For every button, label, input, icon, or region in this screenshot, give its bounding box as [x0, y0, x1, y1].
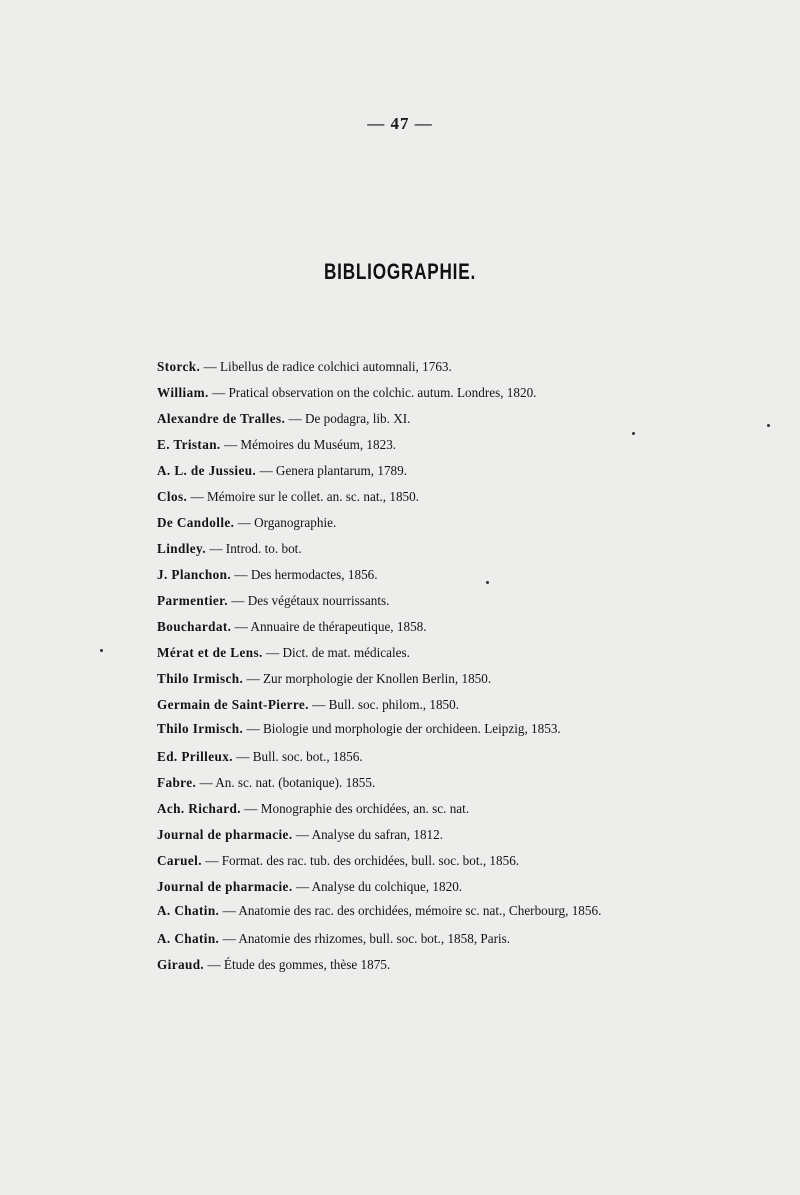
bibliography-list	[157, 354, 647, 978]
entry-text: — Introd. to. bot.	[206, 541, 302, 556]
bibliography-entry	[157, 926, 647, 952]
entry-text: — Étude des gommes, thèse 1875.	[204, 957, 391, 972]
entry-author: A. L. de Jussieu.	[157, 463, 257, 478]
entry-text: — Des hermodactes, 1856.	[231, 567, 378, 582]
entry-text: — Format. des rac. tub. des orchidées, bull. soc. bot., 1856.	[201, 853, 520, 868]
entry-author: Bouchardat.	[157, 619, 232, 634]
entry-author: De Candolle.	[157, 515, 235, 530]
bibliography-entry	[157, 744, 647, 770]
entry-author: J. Planchon.	[157, 567, 232, 582]
entry-author: Fabre.	[157, 775, 197, 790]
entry-author: Ed. Prilleux.	[157, 749, 233, 764]
bibliography-entry	[157, 380, 647, 406]
bibliography-entry	[157, 874, 647, 900]
entry-author: Journal de pharmacie.	[157, 827, 293, 842]
entry-author: E. Tristan.	[157, 437, 221, 452]
entry-author: Alexandre de Tralles.	[157, 411, 286, 426]
entry-text: — Anatomie des rac. des orchidées, mémoire sc. nat., Cherbourg, 1856.	[219, 903, 602, 918]
bibliography-entry	[157, 952, 647, 978]
bibliography-entry	[157, 900, 647, 922]
entry-author: Storck.	[157, 359, 201, 374]
ink-speck	[767, 424, 770, 427]
entry-author: A. Chatin.	[157, 931, 220, 946]
entry-author: Thilo Irmisch.	[157, 721, 244, 736]
ink-speck	[100, 649, 103, 652]
entry-text: — Dict. de mat. médicales.	[262, 645, 410, 660]
entry-author: Thilo Irmisch.	[157, 671, 244, 686]
bibliography-entry	[157, 770, 647, 796]
entry-author: A. Chatin.	[157, 903, 220, 918]
entry-text: — Analyse du colchique, 1820.	[292, 879, 463, 894]
entry-text: — Mémoire sur le collet. an. sc. nat., 1850.	[187, 489, 420, 504]
entry-text: — Mémoires du Muséum, 1823.	[220, 437, 397, 452]
entry-text: — Bull. soc. philom., 1850.	[308, 697, 460, 712]
entry-text: — An. sc. nat. (botanique). 1855.	[196, 775, 376, 790]
entry-text: — Organographie.	[234, 515, 337, 530]
entry-text: — De podagra, lib. XI.	[285, 411, 411, 426]
entry-author: Ach. Richard.	[157, 801, 241, 816]
entry-text: — Genera plantarum, 1789.	[256, 463, 408, 478]
entry-author: Mérat et de Lens.	[157, 645, 263, 660]
bibliography-entry	[157, 562, 647, 588]
bibliography-entry	[157, 432, 647, 458]
bibliography-entry	[157, 354, 647, 380]
entry-text: — Zur morphologie der Knollen Berlin, 1850.	[243, 671, 492, 686]
entry-author: William.	[157, 385, 209, 400]
bibliography-entry	[157, 458, 647, 484]
bibliography-entry	[157, 484, 647, 510]
ink-speck	[632, 432, 635, 435]
entry-author: Parmentier.	[157, 593, 228, 608]
entry-text: — Monographie des orchidées, an. sc. nat.	[240, 801, 470, 816]
bibliography-entry	[157, 406, 647, 432]
entry-text: — Analyse du safran, 1812.	[292, 827, 444, 842]
bibliography-entry	[157, 536, 647, 562]
bibliography-entry	[157, 692, 647, 718]
entry-text: — Biologie und morphologie der orchideen. Leipzig, 1853.	[243, 721, 561, 736]
entry-author: Lindley.	[157, 541, 207, 556]
bibliography-entry	[157, 848, 647, 874]
bibliography-entry	[157, 640, 647, 666]
bibliography-entry	[157, 796, 647, 822]
entry-text: — Annuaire de thérapeutique, 1858.	[231, 619, 427, 634]
bibliography-entry	[157, 822, 647, 848]
entry-text: — Bull. soc. bot., 1856.	[232, 749, 363, 764]
ink-speck	[486, 581, 489, 584]
bibliography-entry	[157, 510, 647, 536]
entry-author: Clos.	[157, 489, 188, 504]
entry-text: — Pratical observation on the colchic. autum. Londres, 1820.	[208, 385, 537, 400]
entry-text: — Libellus de radice colchici automnali, 1763.	[200, 359, 452, 374]
bibliography-entry	[157, 666, 647, 692]
entry-author: Caruel.	[157, 853, 202, 868]
bibliography-entry	[157, 588, 647, 614]
entry-text: — Des végétaux nourrissants.	[227, 593, 390, 608]
entry-author: Germain de Saint-Pierre.	[157, 697, 309, 712]
entry-author: Giraud.	[157, 957, 205, 972]
entry-author: Journal de pharmacie.	[157, 879, 293, 894]
bibliography-entry	[157, 718, 647, 740]
bibliography-entry	[157, 614, 647, 640]
page-title: BIBLIOGRAPHIE.	[323, 259, 477, 284]
entry-text: — Anatomie des rhizomes, bull. soc. bot., 1858, Paris.	[219, 931, 511, 946]
page-number: — 47 —	[367, 114, 433, 133]
